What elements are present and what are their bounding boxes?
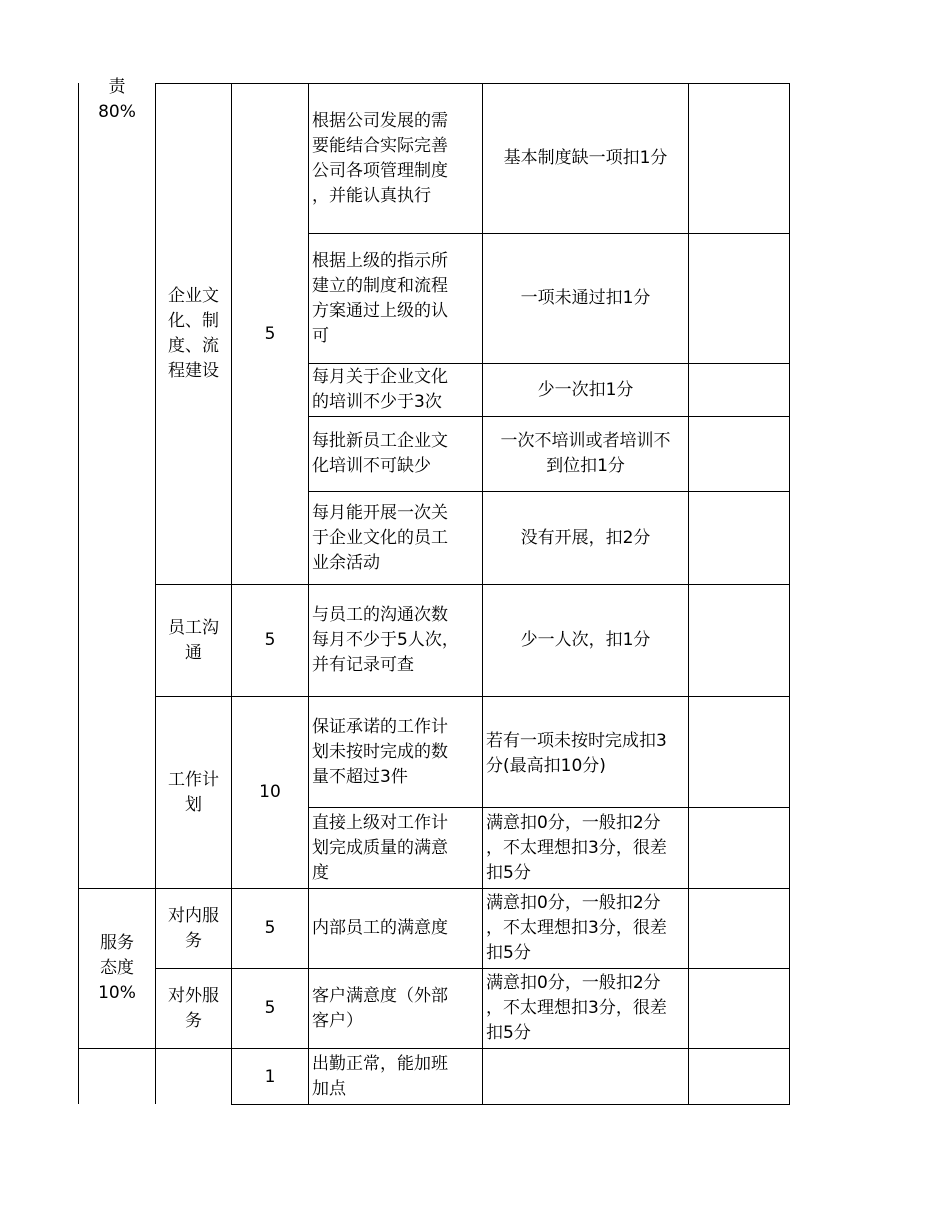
deduction-rule: 满意扣0分，一般扣2分 ，不太理想扣3分，很差 扣5分 <box>486 893 667 963</box>
result-cell[interactable] <box>689 889 789 968</box>
criterion-text: 出勤正常，能加班 加点 <box>312 1053 448 1099</box>
criterion-text: 每批新员工企业文 化培训不可缺少 <box>312 431 448 476</box>
deduction-rule: 少一次扣1分 <box>537 379 634 400</box>
item-score: 5 <box>264 998 276 1018</box>
deduction-rule: 一项未通过扣1分 <box>520 288 651 308</box>
result-cell[interactable] <box>689 808 789 888</box>
criterion-text: 客户满意度（外部 客户） <box>312 985 448 1031</box>
criterion-text: 与员工的沟通次数 每月不少于5人次， 并有记录可查 <box>312 605 459 675</box>
deduction-rule: 一次不培训或者培训不 到位扣1分 <box>500 431 671 476</box>
criterion-text: 根据公司发展的需 要能结合实际完善 公司各项管理制度 ，并能认真执行 <box>312 110 448 206</box>
deduction-rule: 满意扣0分，一般扣2分 ，不太理想扣3分，很差 扣5分 <box>486 973 667 1043</box>
criterion-text: 直接上级对工作计 划完成质量的满意 度 <box>312 812 448 883</box>
criterion-text: 内部员工的满意度 <box>312 918 448 938</box>
section-name: 责 80% <box>98 77 136 122</box>
item-score: 10 <box>259 782 281 802</box>
criterion-text: 根据上级的指示所 建立的制度和流程 方案通过上级的认 可 <box>312 250 448 346</box>
grid-line <box>789 83 790 1105</box>
deduction-rule <box>483 1049 688 1104</box>
item-name: 员工沟 通 <box>168 617 219 663</box>
criterion-text: 每月能开展一次关 于企业文化的员工 业余活动 <box>312 502 448 573</box>
criterion-text: 每月关于企业文化 的培训不少于3次 <box>312 367 448 412</box>
result-cell[interactable] <box>689 697 789 807</box>
deduction-rule: 没有开展，扣2分 <box>520 527 651 548</box>
result-cell[interactable] <box>689 417 789 491</box>
result-cell[interactable] <box>689 84 789 233</box>
item-name: 工作计 划 <box>168 769 219 815</box>
deduction-rule: 若有一项未按时完成扣3 分(最高扣10分) <box>486 731 667 776</box>
section-name: 服务 态度 10% <box>98 933 136 1003</box>
item-name: 对外服 务 <box>168 985 219 1031</box>
result-cell[interactable] <box>689 492 789 584</box>
result-cell[interactable] <box>689 969 789 1048</box>
item-score: 5 <box>264 323 276 344</box>
item-name: 企业文 化、制 度、流 程建设 <box>168 286 219 381</box>
criterion-text: 保证承诺的工作计 划未按时完成的数 量不超过3件 <box>312 716 448 787</box>
deduction-rule: 少一人次，扣1分 <box>520 630 651 650</box>
item-score: 1 <box>264 1067 276 1087</box>
item-name <box>156 1049 231 1104</box>
result-cell[interactable] <box>689 234 789 363</box>
result-cell[interactable] <box>689 364 789 416</box>
section-name <box>79 1049 155 1104</box>
item-score: 5 <box>264 630 276 650</box>
item-name: 对内服 务 <box>168 905 219 951</box>
grid-line <box>231 1104 790 1105</box>
item-score: 5 <box>264 918 276 938</box>
deduction-rule: 满意扣0分，一般扣2分 ，不太理想扣3分，很差 扣5分 <box>486 812 667 883</box>
deduction-rule: 基本制度缺一项扣1分 <box>503 148 668 168</box>
result-cell[interactable] <box>689 1049 789 1104</box>
result-cell[interactable] <box>689 585 789 696</box>
